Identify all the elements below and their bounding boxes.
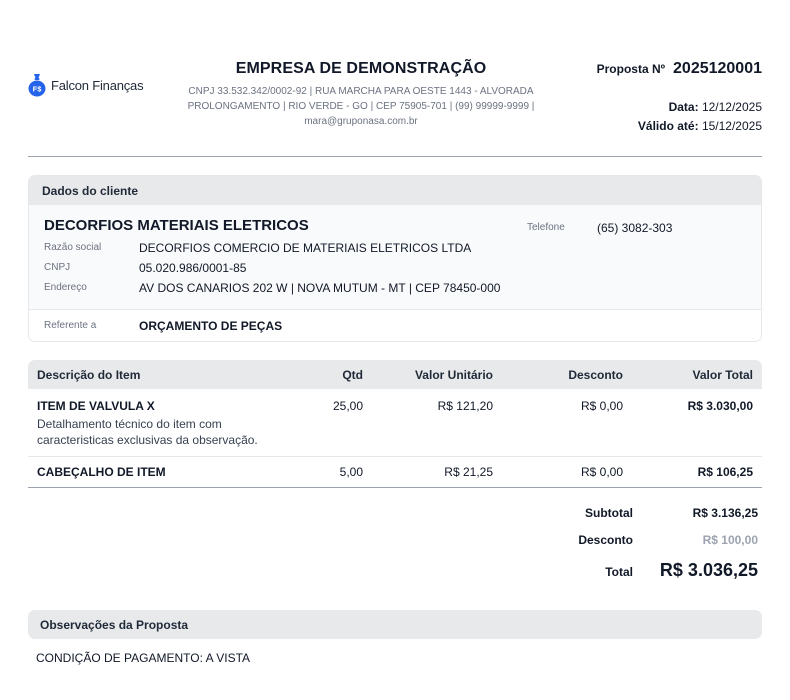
- item-total: R$ 3.030,00: [632, 389, 762, 456]
- header-divider: [28, 156, 762, 157]
- subtotal-value: R$ 3.136,25: [692, 506, 758, 520]
- money-bag-icon: [28, 73, 46, 97]
- header-unit-price: Valor Unitário: [372, 360, 502, 389]
- proposal-date: 12/12/2025: [701, 100, 762, 114]
- subtotal-label: Subtotal: [585, 506, 633, 520]
- item-unit-price: R$ 21,25: [372, 456, 502, 487]
- proposal-valid-until: 15/12/2025: [701, 119, 762, 133]
- header-description: Descrição do Item: [28, 360, 288, 389]
- item-unit-price: R$ 121,20: [372, 389, 502, 456]
- brand-name: Falcon Finanças: [51, 77, 144, 93]
- item-qty: 25,00: [288, 389, 372, 456]
- razao-social-value: DECORFIOS COMERCIO DE MATERIAIS ELETRICOS LTDA: [139, 241, 472, 255]
- discount-value: R$ 100,00: [702, 533, 758, 547]
- item-discount: R$ 0,00: [502, 389, 632, 456]
- company-info: [176, 84, 546, 129]
- reference-label: Referente a: [44, 320, 97, 331]
- proposal-number-label: Proposta Nº: [596, 62, 666, 76]
- brand-logo: [28, 73, 143, 97]
- proposal-valid-row: [597, 119, 762, 133]
- proposal-number: 2025120001: [673, 60, 762, 77]
- proposal-info: [597, 60, 762, 133]
- company-info-line: PROLONGAMENTO | RIO VERDE - GO | CEP 75905-701 | (99) 99999-9999 |: [187, 101, 535, 112]
- client-name: DECORFIOS MATERIAIS ELETRICOS: [44, 217, 309, 234]
- client-details: [29, 205, 761, 309]
- subtotal-row: [523, 506, 758, 533]
- client-reference: [29, 309, 761, 342]
- company-info-line: CNPJ 33.532.342/0002-92 | RUA MARCHA PARA OESTE 1443 - ALVORADA: [188, 86, 534, 97]
- cnpj-label: CNPJ: [44, 262, 71, 273]
- table-row: [28, 456, 762, 487]
- address-value: AV DOS CANARIOS 202 W | NOVA MUTUM - MT | CEP 78450-000: [139, 281, 501, 295]
- phone-value: (65) 3082-303: [597, 221, 673, 235]
- header-total: Valor Total: [632, 360, 762, 389]
- item-description-cell: [28, 389, 288, 456]
- observations-title: Observações da Proposta: [28, 610, 762, 639]
- total-label: Total: [605, 565, 633, 579]
- proposal-date-row: [597, 100, 762, 114]
- address-label: Endereço: [44, 282, 87, 293]
- razao-social-label: Razão social: [44, 242, 102, 253]
- items-table: [28, 360, 762, 488]
- table-row: [28, 389, 762, 456]
- proposal-valid-label: Válido até:: [637, 119, 699, 133]
- item-discount: R$ 0,00: [502, 456, 632, 487]
- item-description-line: Detalhamento técnico do item com: [37, 417, 222, 431]
- discount-row: [523, 533, 758, 560]
- client-section-title: Dados do cliente: [29, 176, 761, 205]
- header-discount: Desconto: [502, 360, 632, 389]
- header-qty: Qtd: [288, 360, 372, 389]
- cnpj-value: 05.020.986/0001-85: [139, 261, 247, 275]
- total-value: R$ 3.036,25: [659, 560, 758, 580]
- company-email: mara@gruponasa.com.br: [304, 116, 418, 127]
- totals-summary: [523, 506, 758, 581]
- observations-text: CONDIÇÃO DE PAGAMENTO: A VISTA: [36, 651, 251, 665]
- client-card: [28, 175, 762, 342]
- svg-text:F$: F$: [32, 84, 42, 94]
- discount-label: Desconto: [578, 533, 633, 547]
- item-total: R$ 106,25: [632, 456, 762, 487]
- proposal-date-label: Data:: [668, 100, 699, 114]
- company-name: EMPRESA DE DEMONSTRAÇÃO: [235, 60, 487, 77]
- company-header: [176, 60, 546, 129]
- item-description: [37, 416, 279, 448]
- reference-value: ORÇAMENTO DE PEÇAS: [139, 319, 283, 333]
- item-name: CABEÇALHO DE ITEM: [28, 456, 288, 487]
- items-header-row: [28, 360, 762, 389]
- item-name: ITEM DE VALVULA X: [37, 399, 155, 413]
- total-row: [523, 560, 758, 581]
- phone-label: Telefone: [527, 222, 565, 233]
- item-description-line: caracteristicas exclusivas da observação.: [37, 433, 258, 447]
- item-qty: 5,00: [288, 456, 372, 487]
